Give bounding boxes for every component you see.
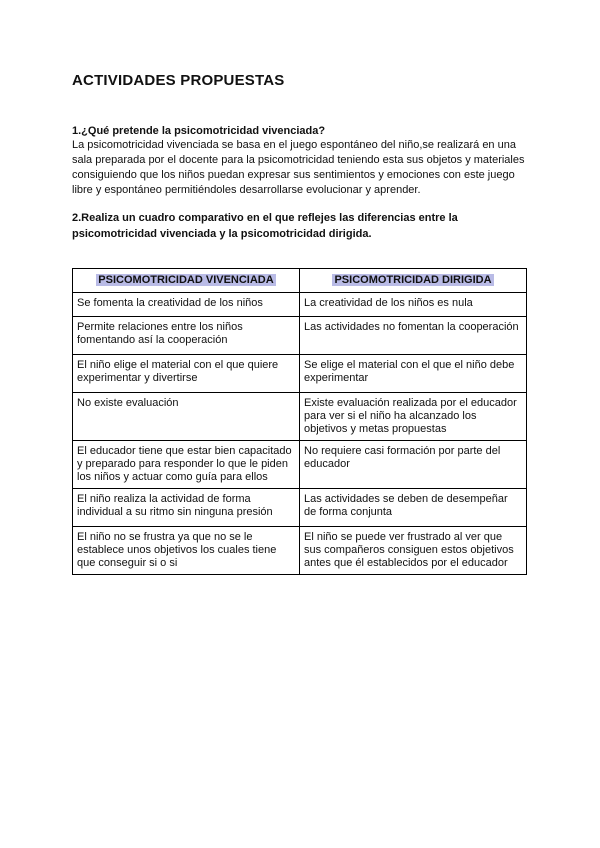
comparison-table (72, 268, 527, 575)
question-1 (72, 124, 528, 198)
table-row (73, 317, 527, 355)
question-2 (72, 210, 532, 242)
table-cell: El educador tiene que estar bien capacitado y preparado para responder lo que le piden los niños y actuar como guía para ellos (73, 441, 300, 489)
table-cell: Permite relaciones entre los niños fomentando así la cooperación (73, 317, 300, 355)
header-dirigida-label: PSICOMOTRICIDAD DIRIGIDA (334, 274, 492, 286)
question-1-answer: La psicomotricidad vivenciada se basa en el juego espontáneo del niño,se realizará en una sala preparada por el docente para la psicomotricidad teniendo esta sus objetos y materiales consiguiendo que los niños puedan expresar sus sentimientos y emociones con este juego libre y espontáneo permitiéndoles desarrollarse evolucionar y aprender. (72, 139, 525, 196)
table-cell: El niño realiza la actividad de forma individual a su ritmo sin ninguna presión (73, 489, 300, 527)
question-2-heading: 2.Realiza un cuadro comparativo en el que reflejes las diferencias entre la psicomotricidad vivenciada y la psicomotricidad dirigida. (72, 212, 458, 240)
table-cell: No requiere casi formación por parte del educador (300, 441, 527, 489)
table-row (73, 527, 527, 575)
table-cell: La creatividad de los niños es nula (300, 293, 527, 317)
table-cell: Se fomenta la creatividad de los niños (73, 293, 300, 317)
page-title: ACTIVIDADES PROPUESTAS (72, 72, 285, 89)
table-cell: Las actividades no fomentan la cooperación (300, 317, 527, 355)
table-row (73, 489, 527, 527)
question-1-heading: 1.¿Qué pretende la psicomotricidad vivenciada? (72, 125, 326, 137)
table-row (73, 355, 527, 393)
table-cell: El niño se puede ver frustrado al ver que sus compañeros consiguen estos objetivos antes que él establecidos por el educador (300, 527, 527, 575)
table-cell: Se elige el material con el que el niño debe experimentar (300, 355, 527, 393)
table-row (73, 393, 527, 441)
table-cell: Existe evaluación realizada por el educador para ver si el niño ha alcanzado los objetivos y metas propuestas (300, 393, 527, 441)
header-vivenciada-label: PSICOMOTRICIDAD VIVENCIADA (98, 274, 274, 286)
table-cell: El niño elige el material con el que quiere experimentar y divertirse (73, 355, 300, 393)
table-cell: Las actividades se deben de desempeñar de forma conjunta (300, 489, 527, 527)
header-vivenciada (73, 269, 300, 293)
table-row (73, 293, 527, 317)
header-dirigida (300, 269, 527, 293)
table-row (73, 441, 527, 489)
table-cell: El niño no se frustra ya que no se le establece unos objetivos los cuales tiene que conseguir si o si (73, 527, 300, 575)
table-cell: No existe evaluación (73, 393, 300, 441)
table-header-row (73, 269, 527, 293)
